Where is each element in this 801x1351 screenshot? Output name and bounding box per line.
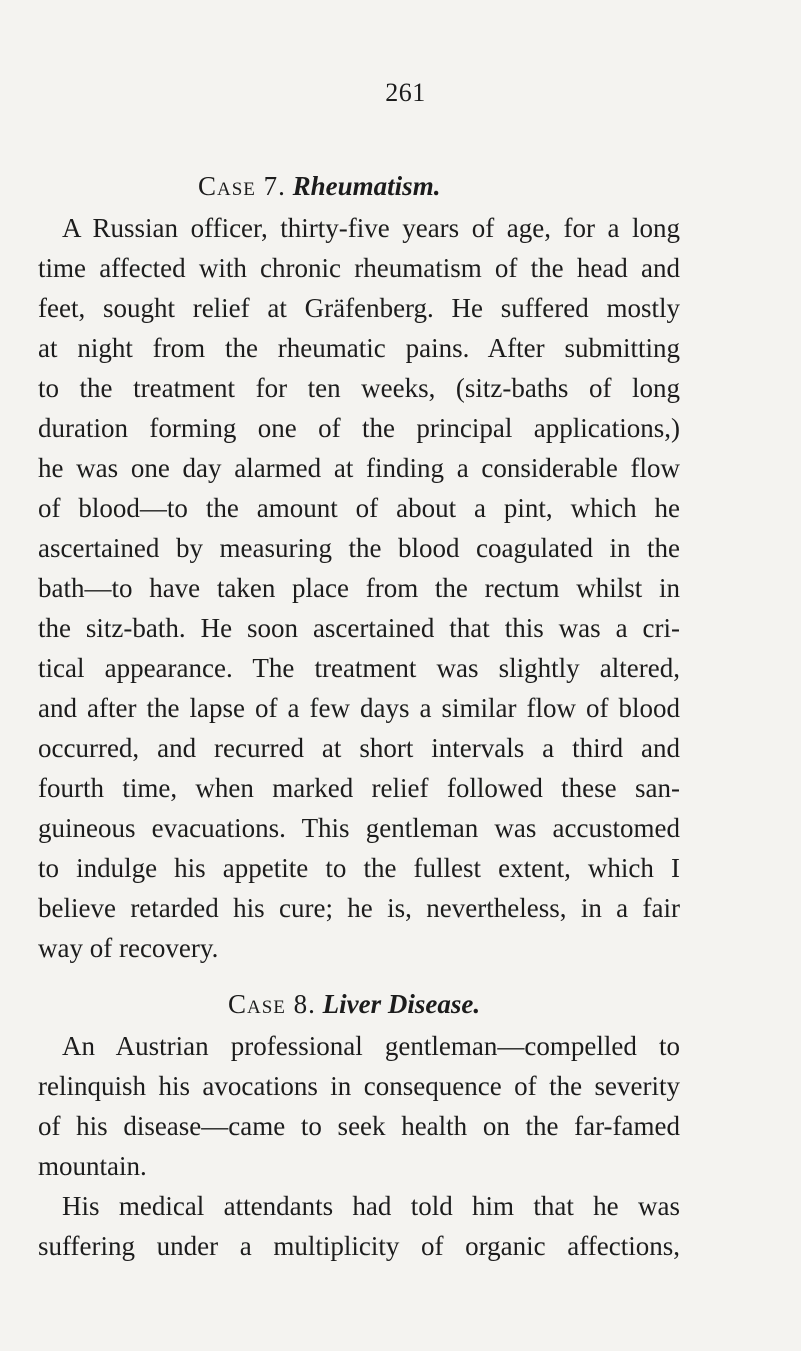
text-line: duration forming one of the principal applications,) xyxy=(38,413,680,443)
text-line: An Austrian professional gentleman—compelled to xyxy=(62,1031,680,1061)
text-line: suffering under a multiplicity of organic affections, xyxy=(38,1231,680,1261)
text-line: at night from the rheumatic pains. After submitting xyxy=(38,333,680,363)
text-line: he was one day alarmed at finding a considerable flow xyxy=(38,453,680,483)
case-8-heading xyxy=(228,986,480,1022)
case-7-heading xyxy=(198,168,440,204)
text-line: believe retarded his cure; he is, nevertheless, in a fair xyxy=(38,893,680,923)
case-7-label: Case 7. xyxy=(198,171,286,201)
text-line: time affected with chronic rheumatism of the head and xyxy=(38,253,680,283)
text-line: the sitz-bath. He soon ascertained that this was a cri- xyxy=(38,613,680,643)
text-line: A Russian officer, thirty-five years of age, for a long xyxy=(62,213,680,243)
text-line: feet, sought relief at Gräfenberg. He suffered mostly xyxy=(38,293,680,323)
text-line: to indulge his appetite to the fullest extent, which I xyxy=(38,853,680,883)
text-line: ascertained by measuring the blood coagulated in the xyxy=(38,533,680,563)
text-line: of his disease—came to seek health on the far-famed xyxy=(38,1111,680,1141)
text-line: relinquish his avocations in consequence of the severity xyxy=(38,1071,680,1101)
page-number: 261 xyxy=(385,78,426,107)
text-line: mountain. xyxy=(38,1151,147,1181)
text-line: of blood—to the amount of about a pint, which he xyxy=(38,493,680,523)
text-line: fourth time, when marked relief followed these san- xyxy=(38,773,680,803)
text-line: tical appearance. The treatment was slightly altered, xyxy=(38,653,680,683)
text-line: to the treatment for ten weeks, (sitz-baths of long xyxy=(38,373,680,403)
text-line: way of recovery. xyxy=(38,933,219,963)
text-line: occurred, and recurred at short intervals a third and xyxy=(38,733,680,763)
text-line: His medical attendants had told him that he was xyxy=(62,1191,680,1221)
text-line: guineous evacuations. This gentleman was accustomed xyxy=(38,813,680,843)
text-line: and after the lapse of a few days a similar flow of blood xyxy=(38,693,680,723)
case-8-title: Liver Disease. xyxy=(322,989,481,1019)
case-8-label: Case 8. xyxy=(228,989,316,1019)
text-line: bath—to have taken place from the rectum whilst in xyxy=(38,573,680,603)
case-7-title: Rheumatism. xyxy=(292,171,441,201)
